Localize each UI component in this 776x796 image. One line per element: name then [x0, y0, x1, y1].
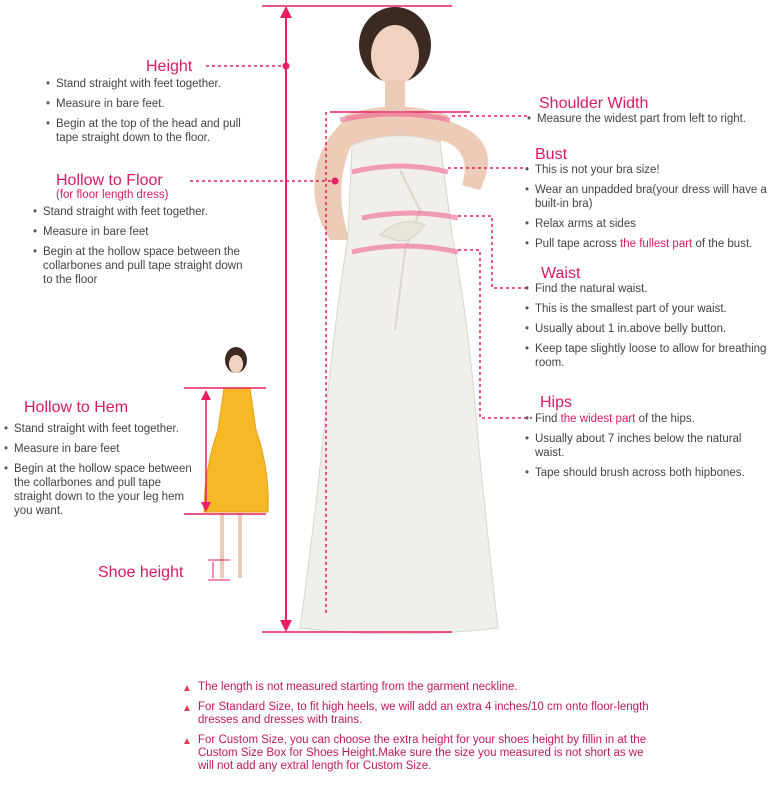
- list-item: • Pull tape across the fullest part of the bust.: [525, 237, 770, 251]
- model-neck: [385, 80, 405, 108]
- hips-title: Hips: [540, 394, 573, 411]
- list-item: • Find the natural waist.: [525, 282, 770, 296]
- list-item: • Tape should brush across both hipbones.: [525, 466, 770, 480]
- hollow-to-hem-title: Hollow to Hem: [24, 399, 129, 416]
- warning-triangle-icon: ▲: [182, 736, 192, 747]
- highlight-text: the widest part: [560, 413, 636, 425]
- list-item: • Usually about 1 in.above belly button.: [525, 322, 770, 336]
- list-item: • This is not your bra size!: [525, 163, 770, 177]
- note-item: ▲ The length is not measured starting from the garment neckline.: [182, 681, 518, 694]
- list-item: • Begin at the hollow space between the collarbones and pull tape straight down to the your leg hem you want.: [4, 462, 194, 518]
- model-right-arm: [440, 120, 488, 190]
- warning-triangle-icon: ▲: [182, 703, 192, 714]
- yellow-dress: [204, 388, 268, 512]
- bust-list: [525, 163, 770, 257]
- list-item: • Keep tape slightly loose to allow for breathing room.: [525, 342, 770, 370]
- waist-title: Waist: [541, 265, 581, 282]
- list-item: • Measure in bare feet.: [46, 97, 266, 111]
- shoulder-width-list: [527, 112, 772, 132]
- highlight-text: the fullest part: [620, 238, 693, 250]
- list-item: • Begin at the top of the head and pull tape straight down to the floor.: [46, 117, 266, 145]
- notes-section: [182, 681, 652, 780]
- list-item: • Measure in bare feet: [33, 225, 243, 239]
- list-item: • Wear an unpadded bra(your dress will have a built-in bra): [525, 183, 770, 211]
- height-title: Height: [146, 58, 193, 75]
- hollow-to-hem-list: [4, 422, 194, 524]
- model-face: [371, 25, 419, 85]
- list-item: • Stand straight with feet together.: [33, 205, 243, 219]
- waist-list: [525, 282, 770, 376]
- note-item: ▲ For Standard Size, to fit high heels, we will add an extra 4 inches/10 cm onto floor-length dresses and dresses with trains.: [182, 701, 649, 726]
- note-item: ▲ For Custom Size, you can choose the extra height for your shoes height by fillin in at the Custom Size Box for Shoes Height.Make sure the size you measured is not short as we will not add any extral length for Custom Size.: [182, 734, 647, 772]
- hollow-to-floor-list: [33, 205, 243, 293]
- shoulder-width-title: Shoulder Width: [539, 95, 649, 112]
- hollow-to-floor-title: Hollow to Floor: [56, 172, 163, 189]
- small-model-face: [229, 355, 243, 373]
- list-item: • Stand straight with feet together.: [46, 77, 266, 91]
- height-list: [46, 77, 266, 151]
- list-item: • This is the smallest part of your waist.: [525, 302, 770, 316]
- hips-list: [525, 412, 770, 486]
- list-item: • Stand straight with feet together.: [4, 422, 194, 436]
- list-item: • Relax arms at sides: [525, 217, 770, 231]
- list-item: • Measure the widest part from left to right.: [527, 112, 772, 126]
- list-item: • Usually about 7 inches below the natural waist.: [525, 432, 770, 460]
- warning-triangle-icon: ▲: [182, 683, 192, 694]
- bust-title: Bust: [535, 146, 568, 163]
- list-item: • Measure in bare feet: [4, 442, 194, 456]
- list-item: • Find the widest part of the hips.: [525, 412, 770, 426]
- hollow-to-floor-subtitle: (for floor length dress): [56, 189, 169, 201]
- shoe-height-title: Shoe height: [98, 564, 184, 581]
- list-item: • Begin at the hollow space between the collarbones and pull tape straight down to the floor: [33, 245, 243, 287]
